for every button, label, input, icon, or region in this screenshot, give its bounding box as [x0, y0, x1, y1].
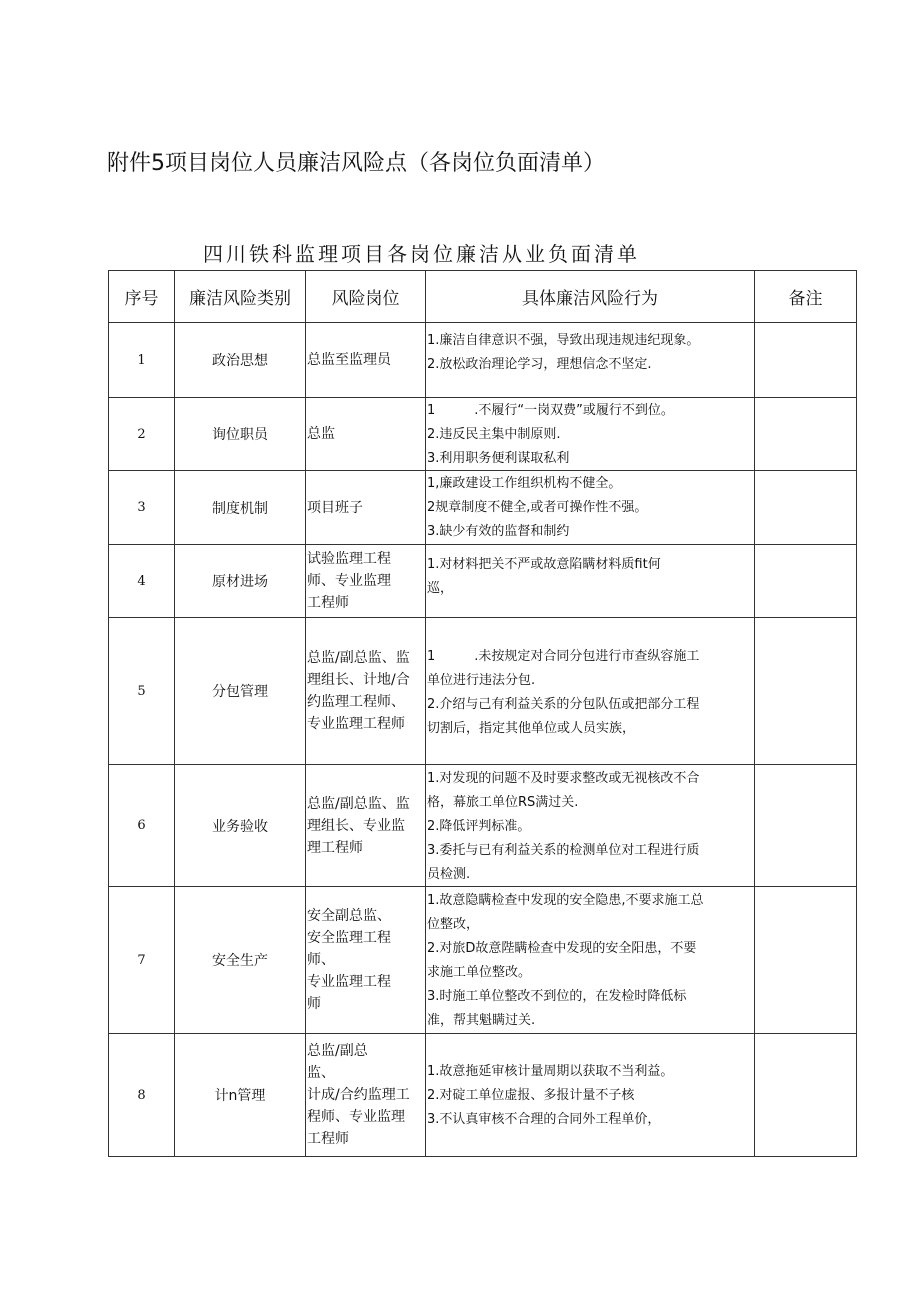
risk-post-line: 工程师 [307, 595, 349, 611]
risk-behavior-line: 2.降低评判标准。 [427, 819, 531, 834]
risk-behavior-line: 1.故意隐瞒检查中发现的安全隐患,不要求施工总 [427, 893, 704, 908]
risk-behavior-line: 2.对旅D故意陛瞒检查中发现的安全阳患，不要 [427, 941, 697, 956]
risk-behavior-line: 1.对材料把关不严或故意陷瞒材料质fit何 [427, 557, 661, 572]
risk-behavior [426, 545, 755, 618]
row-number: 1 [109, 323, 175, 398]
row-number: 5 [109, 618, 175, 765]
risk-category: 原材进场 [175, 545, 306, 618]
risk-post-line: 总监/副总监、监 [307, 650, 410, 666]
risk-category: 询位职员 [175, 398, 306, 471]
table-row [109, 618, 857, 765]
note-cell [755, 618, 857, 765]
risk-behavior-line: 巡， [427, 581, 454, 596]
risk-post-line: 监、 [307, 1065, 335, 1081]
risk-behavior-line: 1 .不履行“一岗双费”或履行不到位。 [427, 403, 674, 418]
note-cell [755, 1034, 857, 1157]
risk-post-line: 理组长、专业监 [307, 817, 405, 834]
risk-category: 制度机制 [175, 471, 306, 545]
risk-behavior [426, 765, 755, 887]
row-number: 4 [109, 545, 175, 618]
risk-post [306, 1034, 426, 1157]
table-title: 四川铁科监理项目各岗位廉洁从业负面清单 [203, 242, 640, 266]
table-row [109, 887, 857, 1034]
risk-behavior-line: 3.利用职务便利谋取私利 [427, 451, 570, 466]
risk-behavior-line: 2.介绍与己有利益关系的分包队伍或把部分工程 [427, 697, 700, 712]
risk-post-line: 总监至监理员 [307, 352, 391, 368]
risk-behavior [426, 323, 755, 398]
risk-behavior-line: 3.缺少有效的监督和制约 [427, 524, 570, 539]
risk-behavior-line: 1.廉洁自律意识不强，导致出现违规违纪现象。 [427, 333, 700, 348]
note-cell [755, 765, 857, 887]
risk-behavior-line: 切割后，指定其他单位或人员实族， [427, 721, 636, 736]
risk-post-line: 约监理工程师、 [307, 694, 405, 710]
risk-behavior-line: 3.委托与已有利益关系的检测单位对工程进行质 [427, 843, 700, 858]
risk-post-line: 总监 [307, 426, 335, 442]
risk-behavior [426, 398, 755, 471]
risk-category: 政治思想 [175, 323, 306, 398]
risk-behavior-line: 位整改， [427, 917, 480, 932]
risk-category: 计n管理 [175, 1034, 306, 1157]
negative-list-table [108, 270, 857, 1157]
risk-post-line: 试验监理工程 [307, 551, 391, 567]
risk-category: 安全生产 [175, 887, 306, 1034]
risk-post-line: 专业监理工程 [307, 974, 391, 990]
table-row [109, 471, 857, 545]
risk-behavior [426, 618, 755, 765]
risk-post-line: 师、 [307, 952, 335, 968]
note-cell [755, 887, 857, 1034]
risk-post-line: 师、专业监理 [307, 573, 391, 589]
risk-post-line: 安全监理工程 [307, 930, 391, 946]
risk-post-line: 项目班子 [307, 499, 363, 516]
row-number: 2 [109, 398, 175, 471]
risk-behavior-line: 单位进行违法分包. [427, 673, 536, 688]
note-cell [755, 545, 857, 618]
risk-behavior-line: 1.故意拖延审核计量周期以获取不当利益。 [427, 1064, 674, 1079]
risk-post-line: 专业监理工程师 [307, 716, 405, 732]
header-note: 备注 [755, 271, 857, 323]
table-row [109, 398, 857, 471]
risk-post-line: 总监/副总监、监 [307, 795, 410, 812]
risk-behavior [426, 471, 755, 545]
risk-behavior-line: 2.对碇工单位虚报、多报计量不子核 [427, 1088, 635, 1103]
risk-post-line: 计成/合约监理工 [307, 1087, 410, 1103]
risk-behavior-line: 格，幕旅工单位RS满过关. [427, 795, 579, 810]
risk-behavior-line: 1,廉政建设工作组织机构不健全。 [427, 476, 622, 491]
risk-behavior-line: 准，帮其魁瞒过关. [427, 1013, 536, 1028]
header-post: 风险岗位 [306, 271, 426, 323]
risk-post-line: 程师、专业监理 [307, 1109, 405, 1125]
risk-post-line: 理工程师 [307, 839, 363, 856]
table-row [109, 323, 857, 398]
table-row [109, 1034, 857, 1157]
risk-behavior-line: 2.违反民主集中制原则. [427, 427, 561, 442]
risk-behavior [426, 887, 755, 1034]
row-number: 8 [109, 1034, 175, 1157]
risk-post [306, 398, 426, 471]
risk-post [306, 545, 426, 618]
note-cell [755, 323, 857, 398]
risk-post-line: 总监/副总 [307, 1043, 368, 1059]
risk-behavior-line: 员检测. [427, 867, 471, 882]
risk-post-line: 师 [307, 996, 321, 1012]
risk-post [306, 618, 426, 765]
risk-behavior-line: 1.对发现的问题不及时要求整改或无视核改不合 [427, 771, 700, 786]
table-row [109, 545, 857, 618]
header-no: 序号 [109, 271, 175, 323]
risk-category: 业务验收 [175, 765, 306, 887]
row-number: 6 [109, 765, 175, 887]
risk-post-line: 安全副总监、 [307, 908, 391, 924]
risk-post [306, 323, 426, 398]
risk-post-line: 理组长、计地/合 [307, 672, 410, 688]
risk-post-line: 工程师 [307, 1131, 349, 1147]
document-heading: 附件5项目岗位人员廉洁风险点（各岗位负面清单） [107, 151, 605, 176]
risk-behavior-line: 2.放松政治理论学习，理想信念不坚定. [427, 357, 652, 372]
risk-post [306, 765, 426, 887]
risk-category: 分包管理 [175, 618, 306, 765]
note-cell [755, 398, 857, 471]
header-category: 廉洁风险类别 [175, 271, 306, 323]
risk-behavior-line: 1 .未按规定对合同分包进行市查纵容施工 [427, 649, 700, 664]
risk-behavior [426, 1034, 755, 1157]
risk-behavior-line: 求施工单位整改。 [427, 965, 532, 980]
header-behavior: 具体廉洁风险行为 [426, 271, 755, 323]
risk-behavior-line: 3.时施工单位整改不到位的，在发检时降低标 [427, 989, 687, 1004]
table-row [109, 765, 857, 887]
row-number: 3 [109, 471, 175, 545]
risk-behavior-line: 3.不认真审核不合理的合同外工程单价， [427, 1112, 661, 1127]
risk-post [306, 471, 426, 545]
risk-post [306, 887, 426, 1034]
row-number: 7 [109, 887, 175, 1034]
table-header-row [109, 271, 857, 323]
note-cell [755, 471, 857, 545]
risk-behavior-line: 2规章制度不健全,或者可操作性不强。 [427, 500, 648, 515]
